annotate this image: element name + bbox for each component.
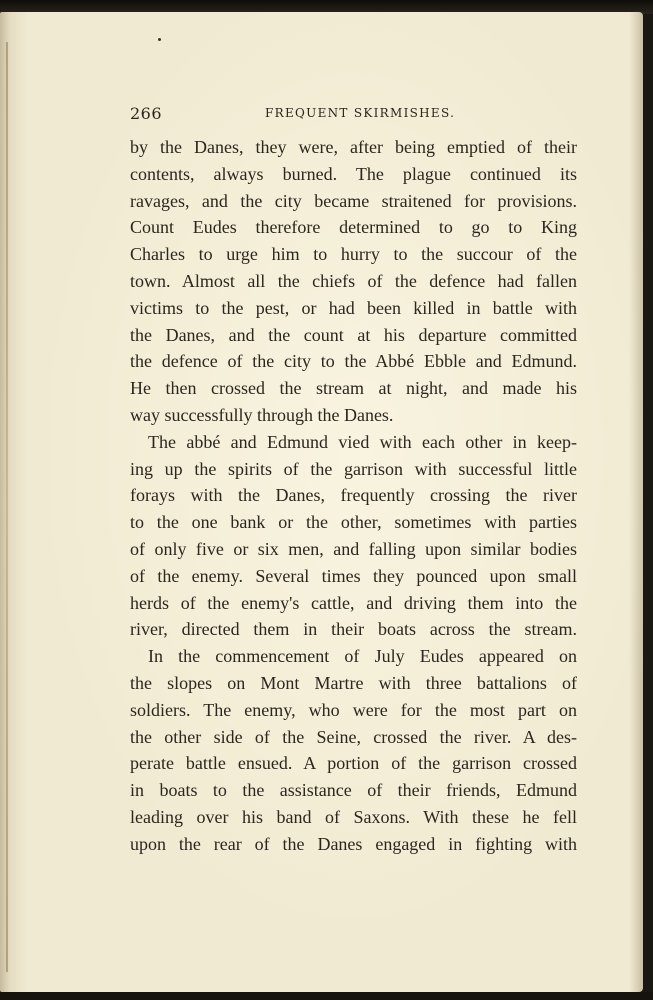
text-line: in boats to the assistance of their friends, Edmund (130, 780, 577, 801)
paragraph-start-line: In the commencement of July Eudes appeared on (148, 646, 577, 667)
text-line: Count Eudes therefore determined to go to King (130, 217, 577, 238)
page-header (130, 104, 575, 126)
paragraph-start-line: The abbé and Edmund vied with each other in keep- (148, 431, 577, 452)
text-line: the slopes on Mont Martre with three battalions of (130, 672, 577, 693)
paragraph-end-line: way successfully through the Danes. (130, 404, 394, 425)
text-line: ing up the spirits of the garrison with successful little (130, 458, 577, 479)
text-line: forays with the Danes, frequently crossing the river (130, 485, 577, 506)
text-line: the other side of the Seine, crossed the river. A des- (130, 726, 577, 747)
scan-bottom-edge (0, 992, 653, 1000)
text-line: of the enemy. Several times they pounced upon small (130, 565, 577, 586)
body-text (130, 134, 577, 858)
text-line: He then crossed the stream at night, and made his (130, 378, 577, 399)
text-line: the defence of the city to the Abbé Ebble and Edmund. (130, 351, 577, 372)
ink-speck (158, 38, 161, 41)
text-line: town. Almost all the chiefs of the defence had fallen (130, 270, 577, 291)
text-line: victims to the pest, or had been killed in battle with (130, 297, 577, 318)
text-line: Charles to urge him to hurry to the succour of the (130, 244, 577, 265)
text-line: perate battle ensued. A portion of the garrison crossed (130, 753, 577, 774)
text-line: contents, always burned. The plague continued its (130, 163, 577, 184)
text-line: the Danes, and the count at his departure committed (130, 324, 577, 345)
text-line: to the one bank or the other, sometimes with parties (130, 512, 577, 533)
running-head: FREQUENT SKIRMISHES. (265, 106, 456, 120)
text-line: soldiers. The enemy, who were for the most part on (130, 699, 577, 720)
text-line: by the Danes, they were, after being emptied of their (130, 137, 577, 157)
text-line: herds of the enemy's cattle, and driving them into the (130, 592, 577, 613)
text-line: ravages, and the city became straitened for provisions. (130, 190, 577, 211)
page-number: 266 (130, 104, 163, 123)
text-line: leading over his band of Saxons. With these he fell (130, 806, 577, 827)
text-line: upon the rear of the Danes engaged in fighting with (130, 833, 577, 854)
binding-gutter (6, 42, 8, 972)
text-line: of only five or six men, and falling upon similar bodies (130, 538, 577, 559)
paragraph-end-line: river, directed them in their boats across the stream. (130, 619, 577, 640)
